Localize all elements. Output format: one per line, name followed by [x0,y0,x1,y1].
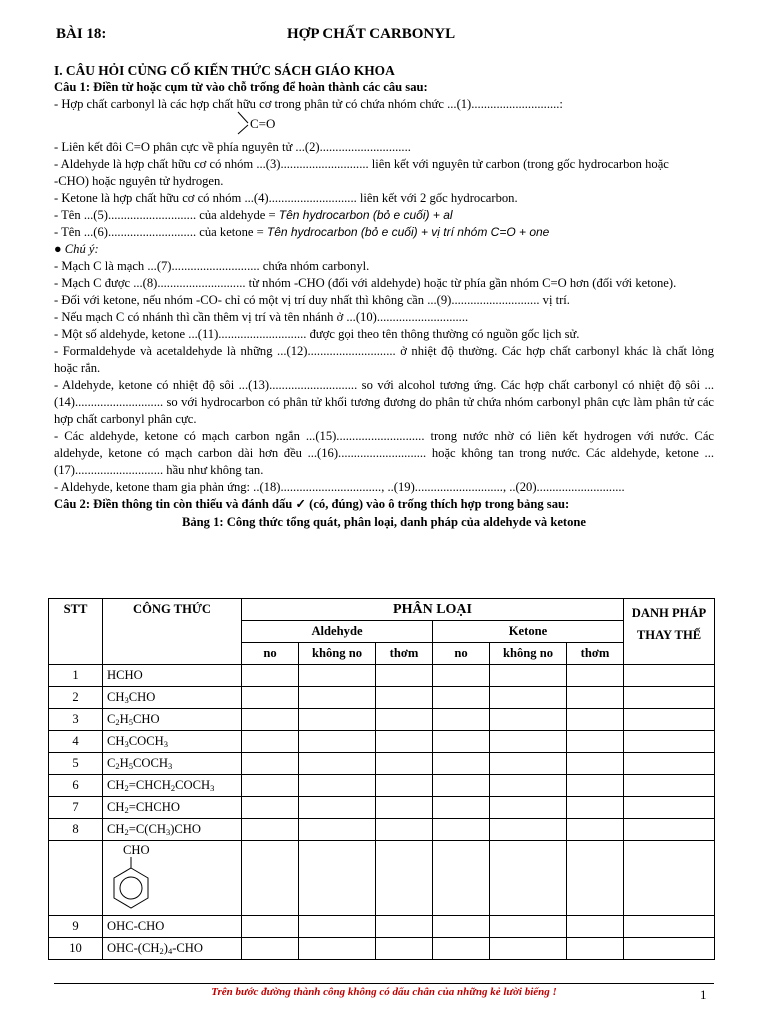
blank-line-7: - Mạch C là mạch ...(7)............................ chứa nhóm carbonyl. [54,259,370,273]
answer-cell[interactable] [242,819,299,841]
sub-header-aromatic: thơm [376,643,433,665]
table-body-top [49,665,715,841]
answer-cell[interactable] [567,709,624,731]
row-formula: $CH_3CHO$ [103,687,242,709]
blank-line-18: - Aldehyde, ketone tham gia phản ứng: ..(18)................................, ..(19)............................, ..(20)............................ [54,480,625,494]
table-row [49,665,715,687]
row-stt: 2 [49,687,103,709]
row-formula: $CH_2=C(CH_3)CHO$ [103,819,242,841]
answer-cell[interactable] [376,916,433,938]
answer-cell[interactable] [299,819,376,841]
col-class-header: PHÂN LOẠI [242,599,624,621]
row-formula: $C_2H_5CHO$ [103,709,242,731]
answer-cell[interactable] [299,938,376,960]
row-formula: $CH_2=CHCHO$ [103,797,242,819]
answer-cell[interactable] [433,938,490,960]
answer-cell[interactable] [567,938,624,960]
table-row [49,819,715,841]
col-ketone-header: Ketone [433,621,624,643]
answer-cell[interactable] [567,753,624,775]
table-row [49,775,715,797]
footer-divider [54,983,714,984]
answer-cell[interactable] [376,665,433,687]
table-row [49,916,715,938]
answer-cell[interactable] [242,731,299,753]
answer-cell[interactable] [242,797,299,819]
blank-line-4: - Ketone là hợp chất hữu cơ có nhóm ...(4)............................ liên kết với 2 gốc hydrocarbon. [54,191,518,205]
table-row [49,687,715,709]
answer-cell[interactable] [376,775,433,797]
page-number: 1 [700,987,707,1002]
answer-cell[interactable] [242,775,299,797]
row-stt: 3 [49,709,103,731]
answer-cell[interactable] [624,916,715,938]
answer-cell[interactable] [376,687,433,709]
answer-cell[interactable] [433,797,490,819]
answer-cell[interactable] [299,709,376,731]
sub-header-not-no: không no [299,643,376,665]
answer-cell[interactable] [624,775,715,797]
row-stt: 8 [49,819,103,841]
answer-cell[interactable] [490,819,567,841]
row-stt: 5 [49,753,103,775]
col-stt-header: STT [49,599,103,665]
table-caption: Bảng 1: Công thức tổng quát, phân loại, danh pháp của aldehyde và ketone [181,515,586,529]
answer-cell[interactable] [624,753,715,775]
answer-cell[interactable] [624,687,715,709]
answer-cell[interactable] [299,731,376,753]
row-stt: 4 [49,731,103,753]
blank-line-13: - Aldehyde, ketone có nhiệt độ sôi ...(13)............................ so với alcohol tương ứng. Các hợp chất carbonyl có nhiệt độ sôi ...(14)............................ so với hydrocarbon có phân tử khối tương đương do phân tử chứa nhóm carbonyl phân cực làm phân tử các hợp chất carbonyl phân cực. [54,378,714,426]
answer-cell[interactable] [242,916,299,938]
blank-line-6: - Tên ...(6)............................ của ketone = Tên hydrocarbon (bỏ e cuối) + vị trí nhóm C=O + one [54,225,550,239]
answer-cell[interactable] [242,753,299,775]
answer-cell[interactable] [567,916,624,938]
carbonyl-group-label: C=O [250,116,276,131]
row-formula: OHC-$(CH_2)_4$-CHO [103,938,242,960]
answer-cell[interactable] [567,687,624,709]
answer-cell[interactable] [490,797,567,819]
page-title: HỢP CHẤT CARBONYL [287,26,456,42]
table-row [49,797,715,819]
section-1 [54,62,714,533]
carbonyl-group-icon [234,110,304,138]
answer-cell[interactable] [433,775,490,797]
answer-cell[interactable] [624,938,715,960]
answer-cell[interactable] [490,731,567,753]
row-stt: 9 [49,916,103,938]
answer-cell[interactable] [490,709,567,731]
note-heading: ● Chú ý: [54,242,99,256]
row-stt: 7 [49,797,103,819]
answer-cell[interactable] [242,938,299,960]
answer-cell[interactable] [490,665,567,687]
blank-line-11: - Một số aldehyde, ketone ...(11)............................ được gọi theo tên thông thường có nguồn gốc lịch sử. [54,327,580,341]
sub-header-no: no [433,643,490,665]
answer-cell[interactable] [242,687,299,709]
carbonyl-structure [54,113,714,139]
table-row [49,709,715,731]
blank-line-2: - Liên kết đôi C=O phân cực về phía nguyên tử ...(2)............................. [54,140,411,154]
answer-cell[interactable] [299,753,376,775]
answer-cell[interactable] [624,731,715,753]
answer-cell[interactable] [376,819,433,841]
footer-quote: Trên bước đường thành công không có dấu chân của những kẻ lười biếng ! [211,986,557,998]
sub-header-not-no: không no [490,643,567,665]
answer-cell[interactable] [299,775,376,797]
answer-cell[interactable] [490,938,567,960]
col-name-header: DANH PHÁP THAY THẾ [624,599,715,665]
answer-cell[interactable] [624,665,715,687]
question-1-title: Câu 1: Điền từ hoặc cụm từ vào chỗ trống để hoàn thành các câu sau: [54,80,428,94]
answer-cell[interactable] [433,709,490,731]
answer-cell[interactable] [490,916,567,938]
row-stt: 6 [49,775,103,797]
answer-cell[interactable] [376,753,433,775]
answer-cell[interactable] [299,916,376,938]
answer-cell[interactable] [242,709,299,731]
row-stt: 1 [49,665,103,687]
answer-cell[interactable] [567,665,624,687]
answer-cell[interactable] [490,775,567,797]
table-body-bottom [49,916,715,960]
row-formula: OHC-CHO [103,916,242,938]
col-aldehyde-header: Aldehyde [242,621,433,643]
blank-line-9: - Đối với ketone, nếu nhóm -CO- chỉ có một vị trí duy nhất thì không cần ...(9)............................ vị trí. [54,293,570,307]
table-row [49,938,715,960]
lesson-number: BÀI 18: [56,26,107,42]
sub-header-aromatic: thơm [567,643,624,665]
answer-cell[interactable] [567,797,624,819]
answer-cell[interactable] [376,709,433,731]
svg-text:CHO: CHO [123,843,150,857]
answer-cell[interactable] [376,938,433,960]
answer-cell[interactable] [567,775,624,797]
question-2-title: Câu 2: Điền thông tin còn thiếu và đánh dấu ✓ (có, đúng) vào ô trống thích hợp trong bảng sau: [54,497,570,511]
benzaldehyde-structure [103,841,242,916]
answer-cell[interactable] [376,797,433,819]
table-row [49,731,715,753]
blank-line-8: - Mạch C được ...(8)............................ từ nhóm -CHO (đối với aldehyde) hoặc từ phía gần nhóm C=O hơn (đối với ketone). [54,276,677,290]
row-formula: $C_2H_5COCH_3$ [103,753,242,775]
blank-line-5: - Tên ...(5)............................ của aldehyde = Tên hydrocarbon (bỏ e cuối) + al [54,208,453,222]
row-formula: $CH_3COCH_3$ [103,731,242,753]
answer-cell[interactable] [433,731,490,753]
row-formula: $CH_2=CHCH_2COCH_3$ [103,775,242,797]
answer-cell[interactable] [376,731,433,753]
benzene-ring-icon [107,841,167,911]
answer-cell[interactable] [567,819,624,841]
answer-cell[interactable] [299,687,376,709]
blank-line-10: - Nếu mạch C có nhánh thì cần thêm vị trí và tên nhánh ở ...(10)............................. [54,310,469,324]
classification-table [48,598,715,960]
sub-header-no: no [242,643,299,665]
answer-cell[interactable] [433,753,490,775]
answer-cell[interactable] [299,665,376,687]
answer-cell[interactable] [624,819,715,841]
answer-cell[interactable] [433,665,490,687]
section-title: I. CÂU HỎI CỦNG CỐ KIẾN THỨC SÁCH GIÁO KHOA [54,63,395,78]
answer-cell[interactable] [567,731,624,753]
blank-line-15: - Các aldehyde, ketone có mạch carbon ngắn ...(15)............................ trong nước nhờ có liên kết hydrogen với nước. Các aldehyde, ketone có mạch carbon dài hơn đều ...(16)............................ hoặc không tan trong nước. Các aldehyde, ketone ...(17)............................ hầu như không tan. [54,429,714,477]
answer-cell[interactable] [624,797,715,819]
answer-cell[interactable] [433,819,490,841]
answer-cell[interactable] [433,916,490,938]
answer-cell[interactable] [433,687,490,709]
answer-cell[interactable] [624,709,715,731]
blank-line-1: - Hợp chất carbonyl là các hợp chất hữu cơ trong phân tử có chứa nhóm chức ...(1)............................: [54,97,563,111]
row-stt: 10 [49,938,103,960]
answer-cell[interactable] [490,687,567,709]
blank-line-3b: -CHO) hoặc nguyên tử hydrogen. [54,174,224,188]
table-row-benzaldehyde [49,841,715,916]
answer-cell[interactable] [242,665,299,687]
answer-cell[interactable] [490,753,567,775]
blank-line-12: - Formaldehyde và acetaldehyde là những ...(12)............................ ở nhiệt độ thường. Các hợp chất carbonyl khác là chất lỏng hoặc rắn. [54,344,714,375]
blank-line-3: - Aldehyde là hợp chất hữu cơ có nhóm ...(3)............................ liên kết với nguyên tử carbon (trong gốc hydrocarbon hoặc [54,157,669,171]
row-formula: HCHO [103,665,242,687]
answer-cell[interactable] [299,797,376,819]
table-row [49,753,715,775]
col-formula-header: CÔNG THỨC [103,599,242,665]
